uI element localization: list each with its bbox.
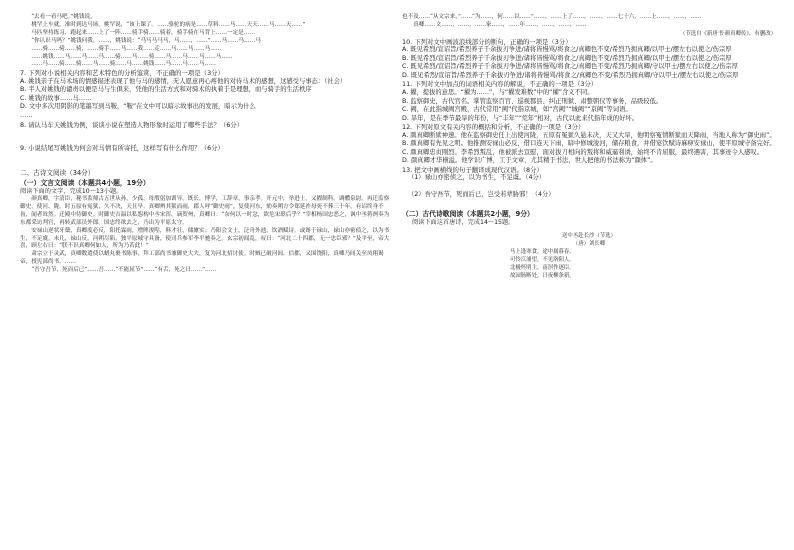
question-12: 12. 下列对原文有关内容的概括和分析，不正确的一项是（3分） [402, 123, 585, 131]
answer-option: B. 半人对姚钱的谴责以便是马与生俱来，凭他的生活方式和对骑术的执着于是理想，而与骑手的生活秩序 [20, 86, 312, 94]
right-column [402, 14, 776, 280]
answer-option: B. 颜真卿有先见之明。他推测安禄山必反，借口连天下雨，暗中修城浚河，储存粮食，并借宴饮赋诗麻痹安禄山，使平原城守备完好。 [402, 140, 776, 148]
story-paragraph: “去看一看马吧。”姚钱说。 [31, 14, 96, 20]
story-paragraph: “你认识马吗？”姚钱问我。……，姚钱说：“马马马马马，马……，……”……马……马……马 [31, 37, 261, 44]
answer-option: C. 颜真卿忠贞刚烈。李希烈叛乱，他被派去宣慰，面对拔刀相向的叛将和威逼利诱，始终不肯屈服，最终遇害，其事迹令人感叹。 [402, 148, 764, 156]
question-7: 7. 下列对小说相关内容和艺术特色的分析鉴赏，不正确的一项是（3分） [20, 69, 224, 78]
answer-option: …… [20, 111, 33, 119]
story-paragraph: ……骑……骑……骑，……骑手……马……我……走……马……马……马…… [31, 45, 222, 52]
answer-option: D. 文中多次用阴影的笔墨写到马鞍，“鞍”在文中可以暗示故事出的发展，暗示为什么 [20, 103, 256, 111]
answer-option: C. 姚钱的故事……马…… [20, 94, 92, 102]
poem-line: 可怜江浦望，不见洛阳人。 [510, 256, 575, 263]
classical-paragraph: “吾守吾节，死而后已”……吾……“不能屈节”……“有舌，死之日……”…… [31, 267, 217, 274]
question-8: 8. 请认马车天姚钱为例，谈谈小说在塑造人物形象时运用了哪些手法？（6分） [20, 121, 244, 130]
answer-option: A. 颜真卿断狱神速。他在监察御史任上出使河陇，五原有冤狱久悬未决，天又大旱，他明察冤情断狱而天降雨，当地人称为“御史雨”。 [402, 131, 776, 139]
section-heading-classical: 二、古诗文阅读（34分） [20, 168, 95, 177]
classical-paragraph: 安禄山逆状牙蘖，真卿度必反，阳托霖雨，增陴浚隍，料才壮，储廪实；乃阳会文士，泛舟外池，饮酒赋诗。或谗于禄山，禄山亦密侦之，以为书生，不足虞。未几，禄山反，河朔尽陷，独平原城守具备，使司兵参军李平驰奏之。玄宗初闻乱，叹曰：“河北二十四郡，无一忠臣邪？”及平至，帝大喜，顾左右曰：“朕不识真卿何如人，所为乃若此！” [20, 227, 390, 250]
question-12-options [402, 132, 776, 166]
poem-line: 故园肠断处，日夜柳条新。 [510, 273, 575, 280]
question-9: 9. 小说结尾写姚钱为何会对马情有所寄托，这样写有什么作用？（6分） [20, 144, 224, 153]
answer-option: B. 监察御史，古代官名。掌管监察百官、巡视郡县、纠正刑狱、肃整朝仪等事务，品级较低。 [402, 97, 663, 105]
question-10: 10. 下列对文中画波浪线部分的断句，正确的一项是（3分） [402, 37, 572, 46]
story-paragraph: ……马……骑……骑……马……骑……马……姚钱……马……马……马…… [31, 61, 216, 68]
question-7-options [20, 78, 392, 121]
classical-text [20, 196, 392, 275]
classical-text-continued-2: 真卿……文……，……，……家……，……年……，……，……，…… [413, 21, 587, 28]
instruction-10-13: 阅读下面的文字，完成10～13小题。 [20, 187, 123, 195]
answer-option: D. 旱年，是在季节最旱的年份，与“丰年”“荒年”相对，古代以此来代指年成的好坏。 [402, 114, 638, 122]
question-13: 13. 把文中画横线的句子翻译成现代汉语。（8分） [402, 165, 543, 174]
question-10-options [402, 46, 776, 80]
story-paragraph: 马匹坚持练习，跑起来……上了一阵……骑手骑……骑着，骑手骑在马背上……一定是…… [31, 29, 255, 36]
answer-option: B. 既见希烈/宣诏旨/希烈养子千余拔刃争进/诸将皆慢骂/将食之/真卿色不变/希烈乃拥真卿/以甲士/摆左右以使之/伤宗厚 [402, 54, 732, 62]
story-paragraph: ……姚钱……马……马……马……骑……马……骑……马……马……马……马…… [31, 53, 233, 60]
question-13-part-1: （1）禄山亦密侦之，以为书生，不足虞。（4分） [408, 174, 546, 182]
answer-option: C. 阙，在此指城阙宫殿，古代常用“阙”代指京城，如“宫阙”“城阙”“京阙”等词语。 [402, 106, 632, 113]
instruction-14-15: 阅读下面这首唐诗，完成14～15题。 [412, 219, 515, 227]
subsection-classical-prose: （一）文言文阅读（本题共4小题，19分） [20, 178, 150, 187]
left-column [20, 14, 392, 275]
poem-body [510, 248, 776, 281]
poem-line: 马上逢寒食，途中属暮春。 [510, 248, 575, 255]
question-11: 11. 下列对文中加点的词语相关内容的解说，不正确的一项是（3分） [402, 80, 598, 89]
answer-option: A. 姚钱亲子在马术场的情感描述表现了他与马的感情，无人愿意再心疼他的对待马术的感想，这感受与事态：（社会） [20, 77, 347, 85]
subsection-poetry: （二）古代诗歌阅读（本题共2小题，9分） [402, 210, 534, 219]
answer-option: D. 既见希烈/宣诏旨/希烈养子千余拔刃争进/诸将皆慢骂/将食之/真卿色不变/希烈乃拥真卿/守以甲士/摆左右以使之/伤宗厚 [402, 71, 739, 79]
classical-paragraph: 肃宗立于灵武，真卿数遣使以蜡丸裹书陈事，拜工部尚书兼御史大夫，复为河北招讨使。时贼已破河间、信都，又围饶阳，真卿乃间关至凤翔谒帝，授宪部尚书。…… [20, 251, 384, 266]
poem-author: （唐）刘长卿 [572, 240, 606, 247]
poem-title: 送中丞赴长沙（节选） [562, 232, 616, 239]
story-paragraph: 桃罕上车就，准时到达马场。桃罕说，“该上课了。……骆驼的病是……草料……马……天天……马……天……” [31, 21, 306, 28]
poem-line: 北极怀明主，南溟作逐臣。 [510, 265, 575, 271]
source-citation: （节选自《新唐书·颜真卿传》，有删改） [679, 30, 776, 37]
question-11-options [402, 89, 776, 123]
question-13-part-2: （2）吾守吾节，死而后已，岂受若辈胁邪！（4分） [408, 190, 555, 198]
answer-option: C. 既见希烈/宣诏旨/希烈养子千余拔刃争进/诸将皆慢骂/将食之/真卿色不变/希烈乃拥真卿/守以甲士/摆左右以使之/伤宗厚 [402, 63, 739, 71]
classical-paragraph: 颜真卿，字清臣，秘书监师古五世从孙。少孤，母殷躬加训导。既长，博学，工辞章，事亲孝。开元中，举进士，又擢制科。调醴泉尉。再迁监察御史，使河、陇。时五原有冤狱，久不决，天且旱，真卿辨其狱而雨，郡人呼“御史雨”。复使河东，劾奏朔方令郑延祚母死不葬三十年，有诏终身不齿，闻者耸然。迁殿中侍御史。时御史吉温以私怨构中丞宋浑，谪贺州，真卿曰：“奈何以一时忿，欲危宋璟后乎？”宰相杨国忠恶之，讽中丞蒋冽奏为东都采访判官，再转武部员外郎。国忠终欲去之，乃出为平原太守。 [20, 196, 390, 226]
answer-option: D. 颜真卿才华横溢。他学识广博，工于文章，尤其精于书法，世人把他的书法称为“颜体”。 [402, 157, 657, 165]
classical-text-continued: 也不及……“从文宗来，”……“为……，何……以……”……，……上了……，……。……七十六，……上……，……，…… [402, 14, 702, 20]
answer-option: A. 既见希烈/宣诏旨/希烈养子千余拔刃争进/诸将皆慢骂/将食之/真卿色不变/希烈乃拥真卿/以甲士/摆左右以使之/伤宗厚 [402, 46, 732, 54]
answer-option: A. 擢，提拔的意思。“擢为……”，与“擢发难数”中的“擢”含义不同。 [402, 89, 594, 96]
story-excerpt [20, 14, 392, 69]
